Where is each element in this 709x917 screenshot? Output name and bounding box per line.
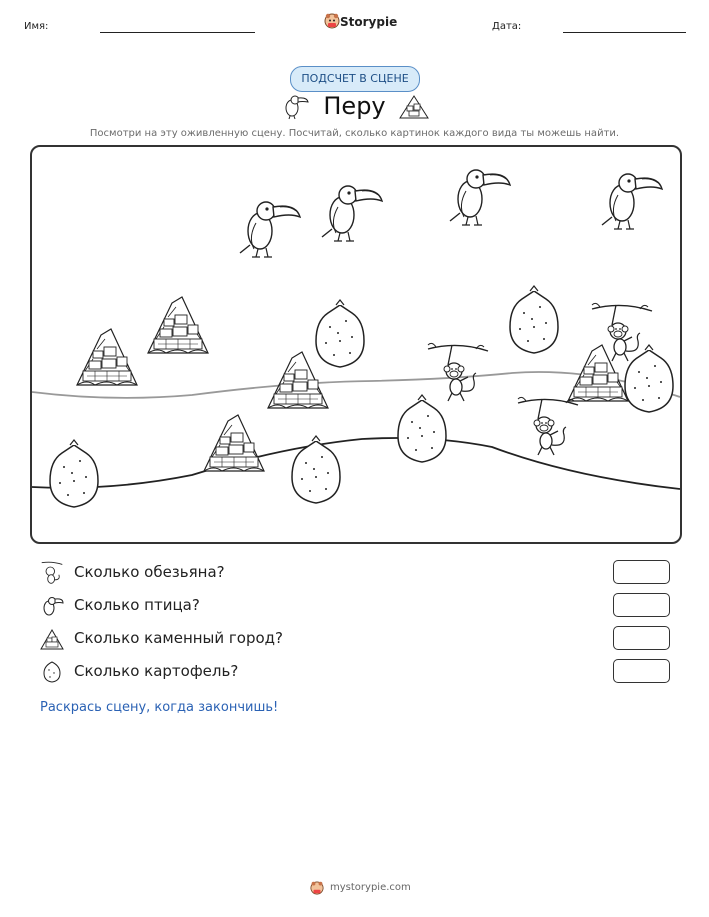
storypie-footer-logo-icon	[310, 880, 324, 894]
stone-city-icon	[40, 627, 64, 651]
counting-scene	[30, 145, 682, 544]
scene-toucan-icon	[602, 174, 662, 229]
site-url[interactable]: mystorypie.com	[330, 882, 411, 893]
scene-toucan-icon	[450, 170, 510, 225]
date-line[interactable]	[563, 32, 686, 33]
question-text: Сколько птица?	[74, 596, 200, 614]
name-label: Имя:	[24, 21, 49, 32]
scene-stone-city-icon	[268, 352, 328, 408]
brand-name: Storypie	[340, 15, 398, 29]
date-label: Дата:	[492, 21, 522, 32]
scene-monkey-icon	[518, 397, 578, 455]
question-text: Сколько каменный город?	[74, 629, 284, 647]
scene-potato-icon	[292, 436, 340, 503]
scene-stone-city-icon	[77, 329, 137, 385]
scene-stone-city-icon	[204, 415, 264, 471]
question-row-potato	[40, 660, 600, 684]
title-stone-city-icon	[398, 92, 430, 120]
scene-toucan-icon	[240, 202, 300, 257]
answer-box-monkey[interactable]	[613, 560, 670, 584]
storypie-logo-icon	[324, 13, 340, 29]
front-hill-line	[32, 438, 680, 489]
scene-potato-icon	[316, 300, 364, 367]
scene-potato-icon	[625, 345, 673, 412]
answer-box-potato[interactable]	[613, 659, 670, 683]
instructions-text: Посмотри на эту оживленную сцену. Посчитай, сколько картинок каждого вида ты можешь найти.	[89, 128, 620, 139]
page-title: Перу	[323, 92, 386, 120]
scene-monkey-icon	[428, 343, 488, 401]
answer-box-bird[interactable]	[613, 593, 670, 617]
scene-potato-icon	[510, 286, 558, 353]
worksheet-type-badge: ПОДСЧЕТ В СЦЕНЕ	[290, 66, 420, 92]
monkey-icon	[40, 561, 64, 585]
question-text: Сколько картофель?	[74, 662, 239, 680]
toucan-icon	[40, 594, 64, 618]
question-row-stone-city	[40, 627, 600, 651]
scene-potato-icon	[398, 395, 446, 462]
coloring-note: Раскрась сцену, когда закончишь!	[40, 700, 279, 715]
potato-icon	[40, 660, 64, 684]
question-text: Сколько обезьяна?	[74, 563, 225, 581]
scene-potato-icon	[50, 440, 98, 507]
scene-stone-city-icon	[148, 297, 208, 353]
question-row-monkey	[40, 561, 600, 585]
scene-toucan-icon	[322, 186, 382, 241]
question-row-bird	[40, 594, 600, 618]
name-line[interactable]	[100, 32, 255, 33]
answer-box-stone-city[interactable]	[613, 626, 670, 650]
